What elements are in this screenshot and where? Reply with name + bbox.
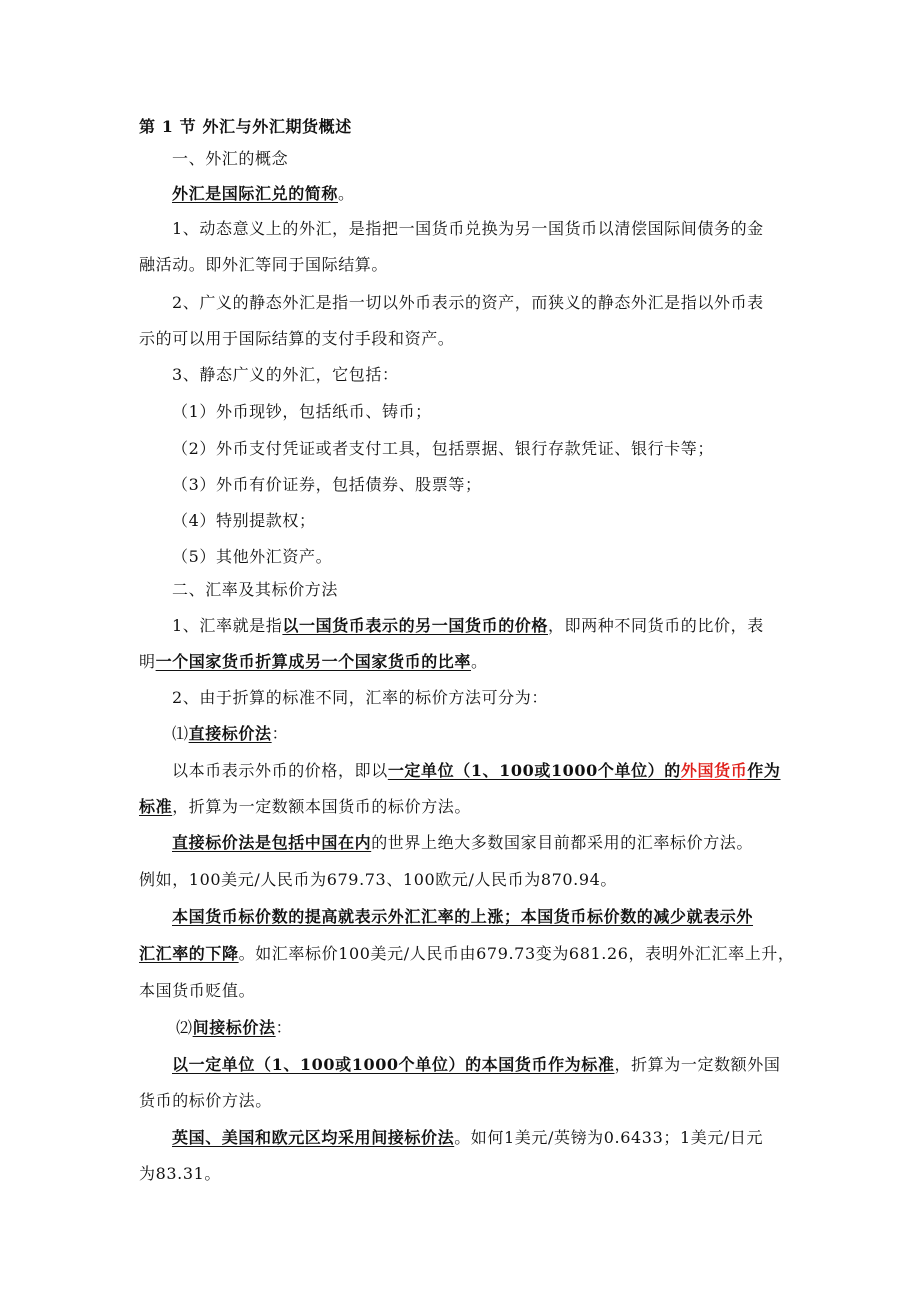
direct-quote-def-line2: [139, 796, 920, 818]
indirect-quote-usage-line1: [172, 1127, 920, 1149]
emphasis-text: 以一国货币表示的另一国货币的价格: [282, 616, 548, 635]
paragraph-text: 融活动。即外汇等同于国际结算。: [139, 255, 389, 274]
indirect-quote-def-line2: [139, 1090, 920, 1112]
section-title: [139, 116, 920, 138]
paragraph-static-forex-line1: [172, 292, 920, 314]
heading-text: 一、外汇的概念: [172, 149, 289, 168]
paragraph-static-forex-line2: [139, 328, 920, 350]
paragraph-text: 。如汇率标价100美元/人民币由679.73变为681.26，表明外汇汇率上升，: [238, 944, 795, 963]
section-title-text: 第 1 节 外汇与外汇期货概述: [139, 117, 352, 136]
direct-quote-heading: [172, 723, 920, 745]
paragraph-dynamic-forex-line1: [172, 218, 920, 240]
paragraph-text: ：: [275, 1018, 293, 1037]
list-item: [172, 474, 920, 496]
indirect-quote-usage-line2: [139, 1163, 920, 1185]
paragraph-text: 本国货币贬值。: [139, 981, 256, 1000]
direct-quote-def-line1: [172, 760, 920, 782]
paragraph-text: ，折算为一定数额本国货币的标价方法。: [172, 797, 472, 816]
direct-quote-usage-line2: [139, 869, 920, 891]
paragraph-text: 2、由于折算的标准不同，汇率的标价方法可分为：: [172, 688, 548, 707]
direct-quote-change-line3: [139, 980, 920, 1002]
paragraph-text: 明: [139, 652, 156, 671]
paragraph-text: 3、静态广义的外汇，它包括：: [172, 365, 399, 384]
emphasis-text: 以一定单位（1、100或1000个单位）的本国货币作为标准: [172, 1055, 615, 1074]
list-item-text: （4）特别提款权；: [172, 511, 316, 530]
paragraph-text: 货币的标价方法。: [139, 1091, 272, 1110]
forex-definition: [172, 183, 920, 205]
paragraph-text: 。: [471, 652, 488, 671]
paragraph-text: 2、广义的静态外汇是指一切以外币表示的资产，而狭义的静态外汇是指以外币表: [172, 293, 764, 312]
indirect-quote-heading: [176, 1017, 920, 1039]
list-number: ⑵: [176, 1018, 193, 1037]
heading-forex-concept: [172, 148, 920, 170]
paragraph-text: 的世界上绝大多数国家目前都采用的汇率标价方法。: [371, 833, 754, 852]
list-item-text: （1）外币现钞，包括纸币、铸币；: [172, 402, 432, 421]
direct-quote-change-line2: [139, 943, 920, 965]
paragraph-text: 。如何1美元/英镑为0.6433；1美元/日元: [454, 1128, 764, 1147]
paragraph-methods: [172, 687, 920, 709]
list-item-text: （5）其他外汇资产。: [172, 547, 333, 566]
emphasis-text: 汇汇率的下降: [139, 944, 239, 963]
paragraph-rate-def-line2: [139, 651, 920, 673]
list-item: [172, 546, 920, 568]
paragraph-dynamic-forex-line2: [139, 254, 920, 276]
paragraph-text: ，即两种不同货币的比价，表: [548, 616, 764, 635]
emphasis-text: 一定单位（1、100或1000个单位）的: [387, 761, 681, 780]
emphasis-red-text: 外国货币: [680, 761, 748, 780]
emphasis-text: 一个国家货币折算成另一个国家货币的比率: [155, 652, 472, 671]
list-item: [172, 510, 920, 532]
paragraph-text: 示的可以用于国际结算的支付手段和资产。: [139, 329, 455, 348]
list-item: [172, 401, 920, 423]
paragraph-text: 例如，100美元/人民币为679.73、100欧元/人民币为870.94。: [139, 870, 618, 889]
list-number: ⑴: [172, 724, 189, 743]
paragraph-text: 为83.31。: [139, 1164, 222, 1183]
paragraph-rate-def-line1: [172, 615, 920, 637]
emphasis-text: 英国、美国和欧元区均采用间接标价法: [172, 1128, 455, 1147]
list-item-text: （3）外币有价证券，包括债券、股票等；: [172, 475, 482, 494]
emphasis-text: 标准: [139, 797, 173, 816]
direct-quote-usage-line1: [172, 832, 920, 854]
heading-text: 二、汇率及其标价方法: [172, 580, 339, 599]
paragraph-text: 以本币表示外币的价格，即以: [172, 761, 388, 780]
paragraph-includes: [172, 364, 920, 386]
emphasis-text: 作为: [747, 761, 781, 780]
emphasis-text: 直接标价法: [188, 724, 272, 743]
emphasis-text: 间接标价法: [192, 1018, 276, 1037]
emphasis-text: 本国货币标价数的提高就表示外汇汇率的上涨；本国货币标价数的减少就表示外: [172, 907, 754, 926]
emphasis-text: 直接标价法是包括中国在内: [172, 833, 372, 852]
paragraph-text: ，折算为一定数额外国: [614, 1055, 781, 1074]
heading-exchange-rate: [172, 579, 920, 601]
list-item-text: （2）外币支付凭证或者支付工具，包括票据、银行存款凭证、银行卡等；: [172, 439, 714, 458]
definition-emphasis: 外汇是国际汇兑的简称: [172, 184, 339, 203]
paragraph-text: 1、动态意义上的外汇，是指把一国货币兑换为另一国货币以清偿国际间债务的金: [172, 219, 764, 238]
paragraph-text: ：: [271, 724, 289, 743]
list-item: [172, 438, 920, 460]
direct-quote-change-line1: [172, 906, 920, 928]
paragraph-text: 1、汇率就是指: [172, 616, 283, 635]
indirect-quote-def-line1: [172, 1054, 920, 1076]
definition-end: 。: [338, 184, 355, 203]
